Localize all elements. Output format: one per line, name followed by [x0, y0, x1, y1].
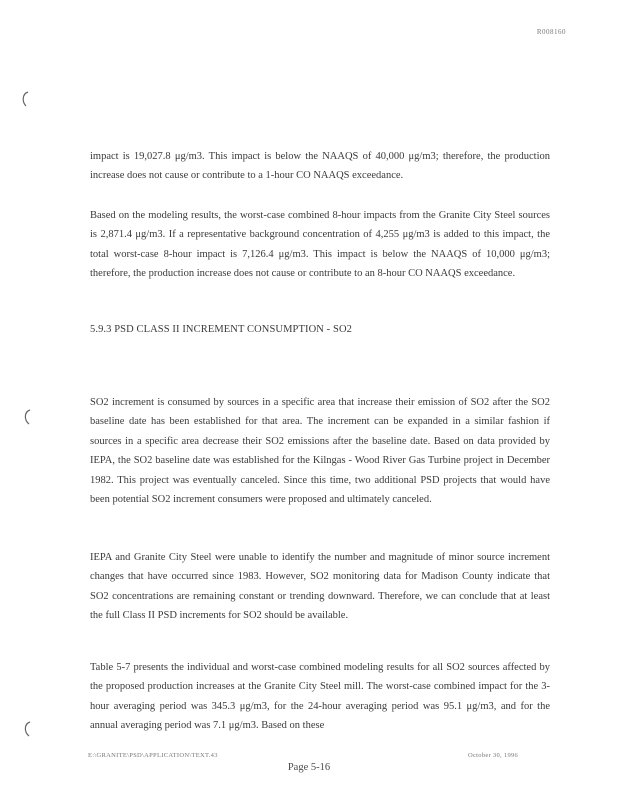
footer-date: October 30, 1996: [468, 752, 519, 759]
binder-mark-icon: [22, 408, 32, 426]
paragraph-table-5-7: Table 5-7 presents the individual and worst-case combined modeling results for all SO2 sources affected by the proposed production increases at the Granite City Steel mill. The worst-case combined impact for the 3-hour averaging period was 345.3 μg/m3, for the 24-hour averaging period was 95.1 μg/m3, and for the annual averaging period was 7.1 μg/m3. Based on these: [90, 662, 550, 732]
paragraph-1h-co-conclusion: impact is 19,027.8 μg/m3. This impact is below the NAAQS of 40,000 μg/m3; therefore, the production increase does not cause or contribute to a 1-hour CO NAAQS exceedance.: [90, 151, 550, 182]
document-id: R008160: [536, 28, 566, 36]
binder-mark-icon: [22, 720, 32, 738]
paragraph-so2-increment: SO2 increment is consumed by sources in a specific area that increase their emission of SO2 after the SO2 baseline date has been established for that area. The increment can be expanded in a similar fashion if sources in a specific area decrease their SO2 emissions after the baseline date. Based on data provided by IEPA, the SO2 baseline date was established for the Kilngas - Wood River Gas Turbine project in December 1982. This project was eventually canceled. Since this time, two additional PSD projects that would have been potential SO2 increment consumers were proposed and ultimately canceled.: [90, 397, 550, 506]
paragraph-8h-co-results: Based on the modeling results, the worst-case combined 8-hour impacts from the Granite City Steel sources is 2,871.4 μg/m3. If a representative background concentration of 4,255 μg/m3 is added to this impact, the total worst-case 8-hour impact is 7,126.4 μg/m3. This impact is below the NAAQS of 10,000 μg/m3; therefore, the production increase does not cause or contribute to an 8-hour CO NAAQS exceedance.: [90, 210, 550, 280]
paragraph-iepa-monitoring: IEPA and Granite City Steel were unable to identify the number and magnitude of minor source increment changes that have occurred since 1983. However, SO2 monitoring data for Madison County indicate that SO2 concentrations are remaining constant or trending downward. Therefore, we can conclude that at least the full Class II PSD increments for SO2 should be available.: [90, 552, 550, 622]
footer-file-path: E:\GRANITE\PSD\APPLICATION\TEXT.43: [88, 752, 218, 759]
page-number: Page 5-16: [287, 762, 331, 773]
binder-mark-icon: [20, 90, 30, 108]
section-heading: 5.9.3 PSD CLASS II INCREMENT CONSUMPTION - SO2: [90, 324, 352, 335]
